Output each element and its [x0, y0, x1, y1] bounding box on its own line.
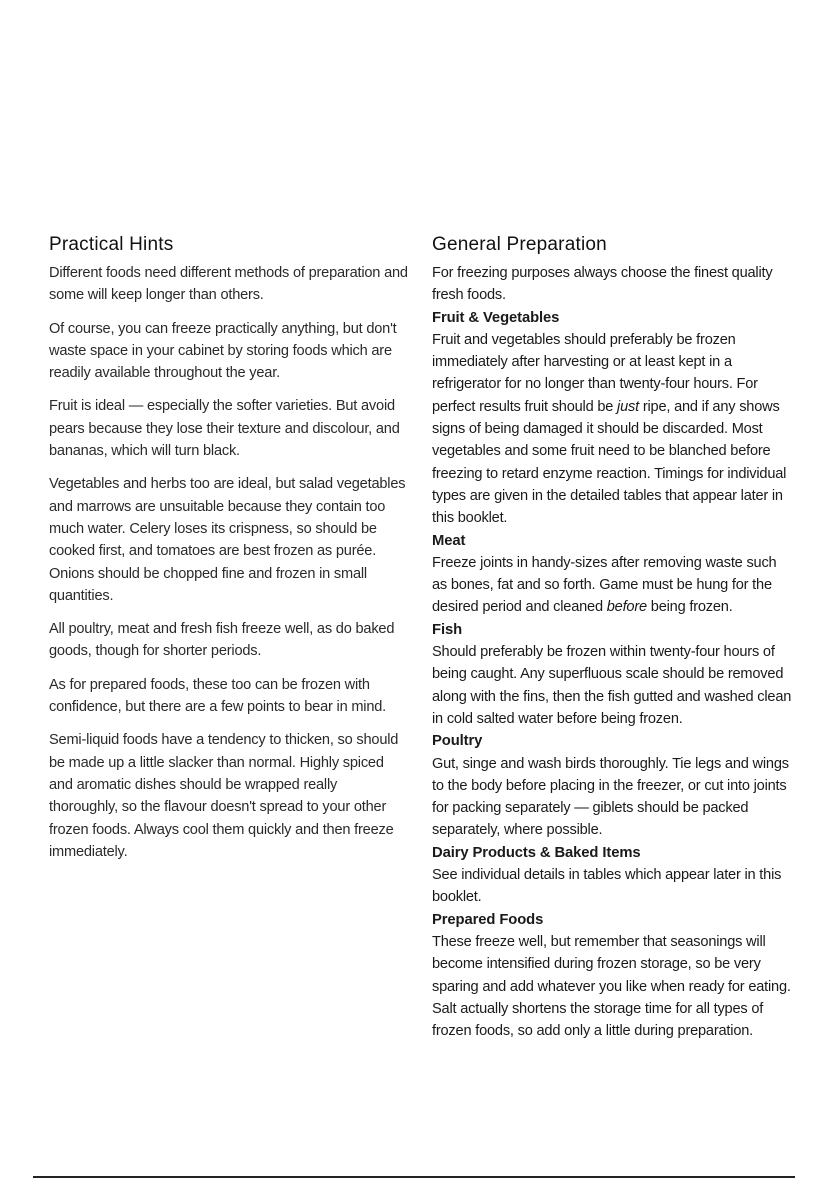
practical-hints-title: Practical Hints	[49, 234, 174, 255]
hint-paragraph: Fruit is ideal — especially the softer varieties. But avoid pears because they lose their texture and discolour, and bananas, which will turn black.	[49, 398, 400, 460]
section-text-fruit-vegetables: Fruit and vegetables should preferably be frozen immediately after harvesting or at least kept in a refrigerator for no longer than twenty-four hours. For perfect results fruit should be just ripe, and if any shows signs of being damaged it should be discarded. Most vegetables and some fruit need to be blanched before freezing to retard enzyme reaction. Timings for individual types are given in the detailed tables that appear later in this booklet.	[432, 331, 787, 527]
hint-paragraph: Of course, you can freeze practically anything, but don't waste space in your cabinet by storing foods which are readily available throughout the year.	[49, 320, 397, 382]
general-preparation-title: General Preparation	[432, 234, 607, 255]
section-heading-poultry: Poultry	[432, 733, 483, 750]
section-text-meat: Freeze joints in handy-sizes after removing waste such as bones, fat and so forth. Game must be hung for the desired period and cleaned before being frozen.	[432, 554, 777, 616]
intro-paragraph: For freezing purposes always choose the finest quality fresh foods.	[432, 265, 773, 304]
section-text-dairy-baked: See individual details in tables which appear later in this booklet.	[432, 867, 782, 906]
section-heading-dairy-baked: Dairy Products & Baked Items	[432, 844, 641, 861]
practical-hints-column	[49, 234, 409, 874]
hint-paragraph: Different foods need different methods of preparation and some will keep longer than others.	[49, 265, 408, 304]
section-text-fish: Should preferably be frozen within twenty-four hours of being caught. Any superfluous scale should be removed along with the fins, then the fish gutted and washed clean in cold salted water before being frozen.	[432, 644, 792, 727]
hint-paragraph: As for prepared foods, these too can be frozen with confidence, but there are a few points to bear in mind.	[49, 676, 387, 716]
hint-paragraph: Vegetables and herbs too are ideal, but salad vegetables and marrows are unsuitable because they contain too much water. Celery loses its crispness, so should be cooked first, and tomatoes are best frozen as purée. Onions should be chopped fine and frozen in small quantities.	[49, 476, 406, 604]
section-heading-prepared-foods: Prepared Foods	[432, 911, 544, 928]
section-text-prepared-foods: These freeze well, but remember that seasonings will become intensified during frozen storage, so be very sparing and add whatever you like when ready for eating. Salt actually shortens the storage time for all types of frozen foods, so add only a little during preparation.	[432, 933, 791, 1040]
section-heading-fish: Fish	[432, 621, 463, 638]
section-heading-meat: Meat	[432, 532, 466, 549]
hint-paragraph: All poultry, meat and fresh fish freeze well, as do baked goods, though for shorter periods.	[49, 621, 395, 660]
general-preparation-column	[432, 234, 794, 1042]
section-text-poultry: Gut, singe and wash birds thoroughly. Tie legs and wings to the body before placing in the freezer, or cut into joints for packing separately — giblets should be packed separately, where possible.	[432, 755, 789, 839]
section-heading-fruit-vegetables: Fruit & Vegetables	[432, 309, 560, 326]
bottom-rule	[33, 1176, 795, 1178]
hint-paragraph: Semi-liquid foods have a tendency to thicken, so should be made up a little slacker than normal. Highly spiced and aromatic dishes should be wrapped really thoroughly, so the flavour doesn't spread to your other frozen foods. Always cool them quickly and then freeze immediately.	[49, 732, 399, 860]
